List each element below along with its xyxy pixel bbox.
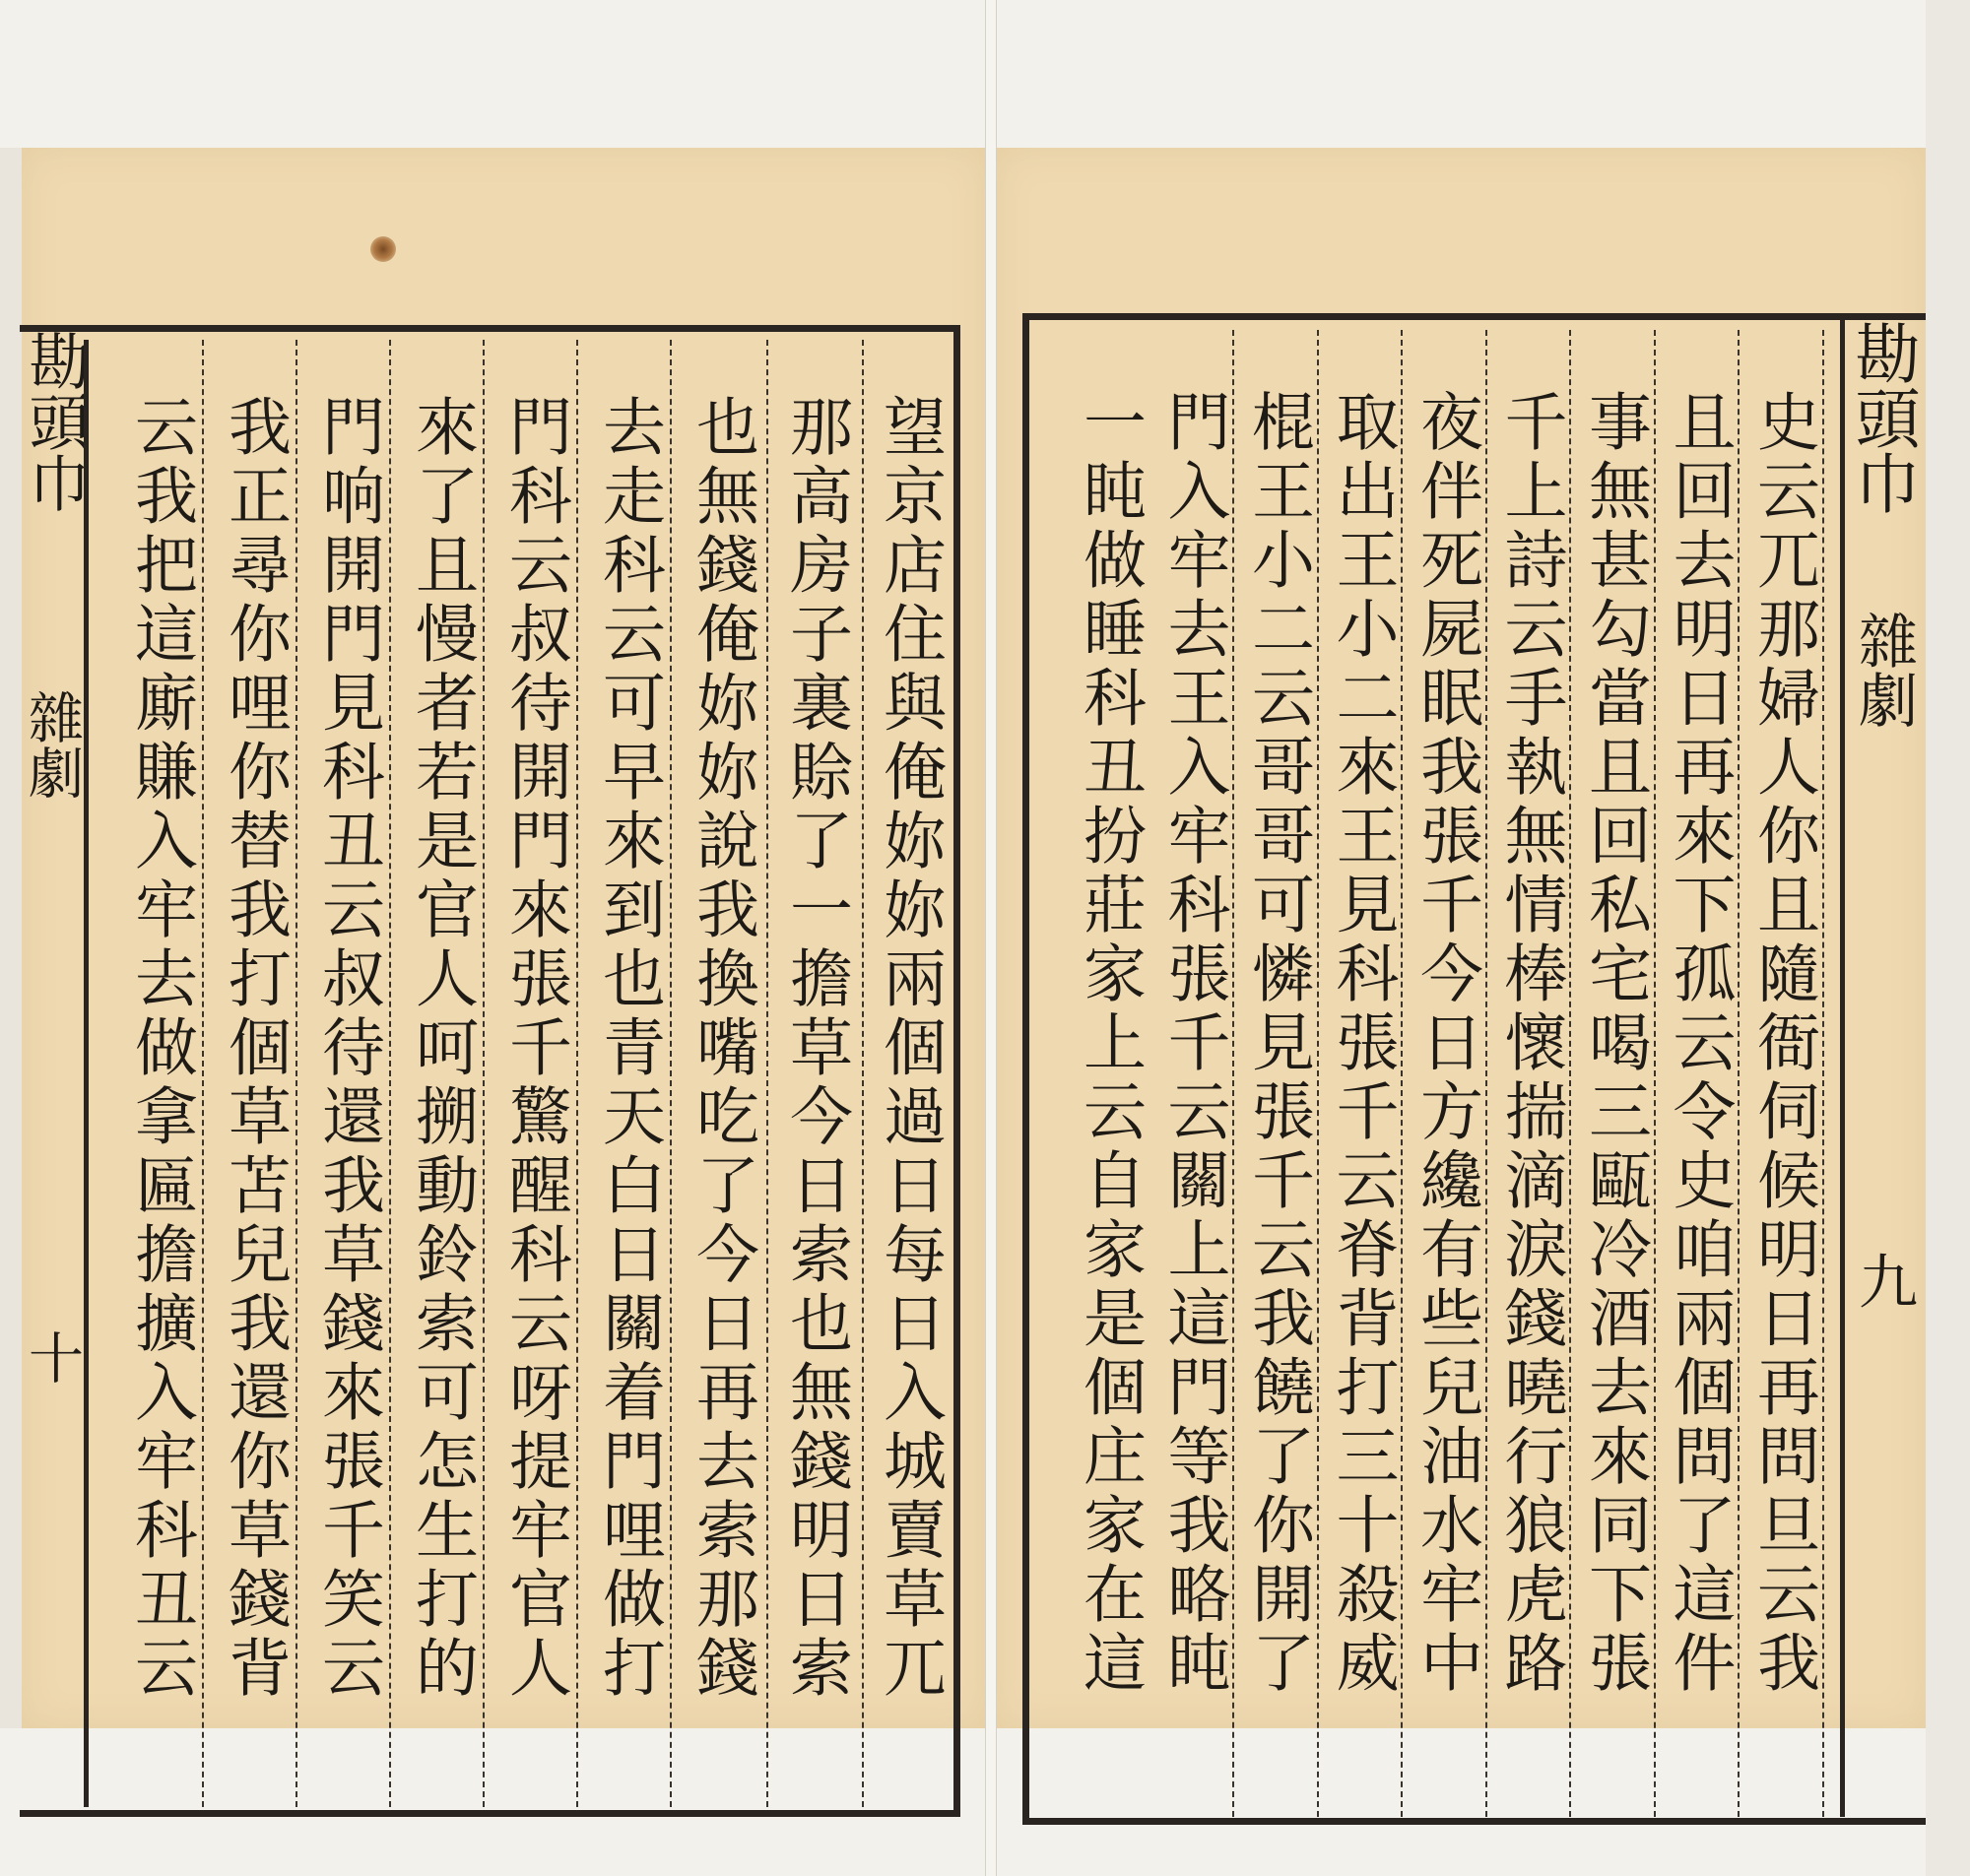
left-column-8: 我正尋你哩你替我打個草苫兒我還你草錢背 [218, 394, 291, 1704]
right-column-rule [1738, 330, 1740, 1817]
left-column-rule [766, 340, 768, 1807]
right-margin-title: 勘頭巾 [1844, 320, 1920, 515]
right-column-rule [1401, 330, 1403, 1817]
right-column-2: 且回去明日再來下孤云令史咱兩個問了這件 [1662, 389, 1736, 1699]
right-column-9: 一盹做睡科丑扮莊家上云自家是個庄家在這 [1073, 389, 1146, 1699]
left-column-3: 也無錢俺妳妳說我換嘴吃了今日再去索那錢 [686, 394, 758, 1704]
right-column-3: 事無甚勾當且回私宅喝三甌冷酒去來同下張 [1578, 389, 1651, 1699]
left-column-5: 門科云叔待開門來張千驚醒科云呀提牢官人 [498, 394, 571, 1704]
left-margin-rule [84, 340, 89, 1807]
right-column-5: 夜伴死屍眠我張千今日方纔有些兒油水牢中 [1410, 389, 1482, 1699]
right-column-rule [1232, 330, 1234, 1817]
paper-stain [370, 236, 396, 262]
left-column-1: 望京店住與俺妳妳兩個過日每日入城賣草兀 [873, 394, 946, 1704]
left-column-rule [576, 340, 578, 1807]
book-gutter [985, 0, 997, 1876]
left-column-rule [389, 340, 391, 1807]
left-margin-page: 十 [20, 1329, 84, 1385]
left-column-4: 去走科云可早來到也青天白日關着門哩做打 [592, 394, 665, 1704]
right-column-rule [1654, 330, 1656, 1817]
right-column-rule [1569, 330, 1571, 1817]
left-column-2: 那高房子裏賒了一擔草今日索也無錢明日索 [779, 394, 852, 1704]
right-column-rule [1822, 330, 1824, 1817]
right-column-rule [1485, 330, 1487, 1817]
right-column-6: 取出王小二來王見科張千云脊背打三十殺威 [1325, 389, 1399, 1699]
right-column-1: 史云兀那婦人你且隨衙伺候明日再問旦云我 [1746, 389, 1819, 1699]
left-column-rule [296, 340, 297, 1807]
left-column-rule [202, 340, 204, 1807]
left-column-7: 門响開門見科丑云叔待還我草錢來張千笑云 [311, 394, 384, 1704]
right-margin-section: 雜劇 [1849, 611, 1918, 729]
right-column-rule [1317, 330, 1319, 1817]
left-column-rule [670, 340, 672, 1807]
left-column-9: 云我把這廝賺入牢去做拿匾擔擴入牢科丑云 [124, 394, 197, 1704]
right-margin-rule [1840, 320, 1845, 1817]
background-right [1926, 0, 1970, 1876]
right-column-8: 門入牢去王入牢科張千云關上這門等我略盹 [1156, 389, 1230, 1699]
left-column-rule [862, 340, 864, 1807]
left-column-rule [483, 340, 485, 1807]
right-column-4: 千上詩云手執無情棒懷揣滴淚錢曉行狼虎路 [1493, 389, 1567, 1699]
right-margin-page: 九 [1849, 1251, 1918, 1310]
right-column-7: 棍王小二云哥哥可憐見張千云我饒了你開了 [1241, 389, 1314, 1699]
left-margin-section: 雜劇 [20, 689, 84, 800]
left-column-6: 來了且慢者若是官人呵搠動鈴索可怎生打的 [405, 394, 478, 1704]
left-margin-title: 勘頭巾 [19, 330, 91, 513]
